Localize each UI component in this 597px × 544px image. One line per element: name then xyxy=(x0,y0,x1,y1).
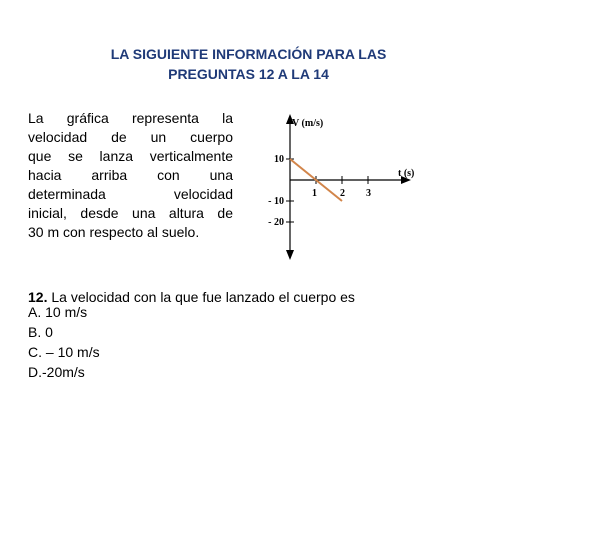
intro-line: La gráfica representa la xyxy=(28,110,233,126)
velocity-time-graph xyxy=(255,110,425,260)
option-a: A. 10 m/s xyxy=(28,304,88,320)
intro-line: hacia arriba con una xyxy=(28,167,233,183)
x-tick-label: 1 xyxy=(312,188,317,199)
y-tick-label: - 10 xyxy=(268,196,284,207)
x-tick-label: 3 xyxy=(366,188,371,199)
option-b: B. 0 xyxy=(28,324,53,340)
x-tick-label: 2 xyxy=(340,188,345,199)
intro-line: inicial, desde una altura de xyxy=(28,205,233,221)
option-c: C. – 10 m/s xyxy=(28,344,100,360)
y-tick-label: - 20 xyxy=(268,217,284,228)
intro-line: velocidad de un cuerpo xyxy=(28,129,233,145)
heading-line-2: PREGUNTAS 12 A LA 14 xyxy=(168,66,329,82)
y-axis-arrow-down xyxy=(286,250,294,260)
y-axis-label: V (m/s) xyxy=(292,118,324,129)
question-number: 12. xyxy=(28,289,48,305)
intro-line: determinada velocidad xyxy=(28,186,233,202)
y-tick-label: 10 xyxy=(274,154,284,165)
intro-paragraph xyxy=(28,109,233,242)
option-d: D.-20m/s xyxy=(28,364,85,380)
x-axis-label: t (s) xyxy=(398,168,415,179)
intro-line: 30 m con respecto al suelo. xyxy=(28,224,200,240)
heading-line-1: LA SIGUIENTE INFORMACIÓN PARA LAS xyxy=(110,46,387,62)
intro-line: que se lanza verticalmente xyxy=(28,148,233,164)
question-text: La velocidad con la que fue lanzado el cuerpo es xyxy=(47,289,355,305)
